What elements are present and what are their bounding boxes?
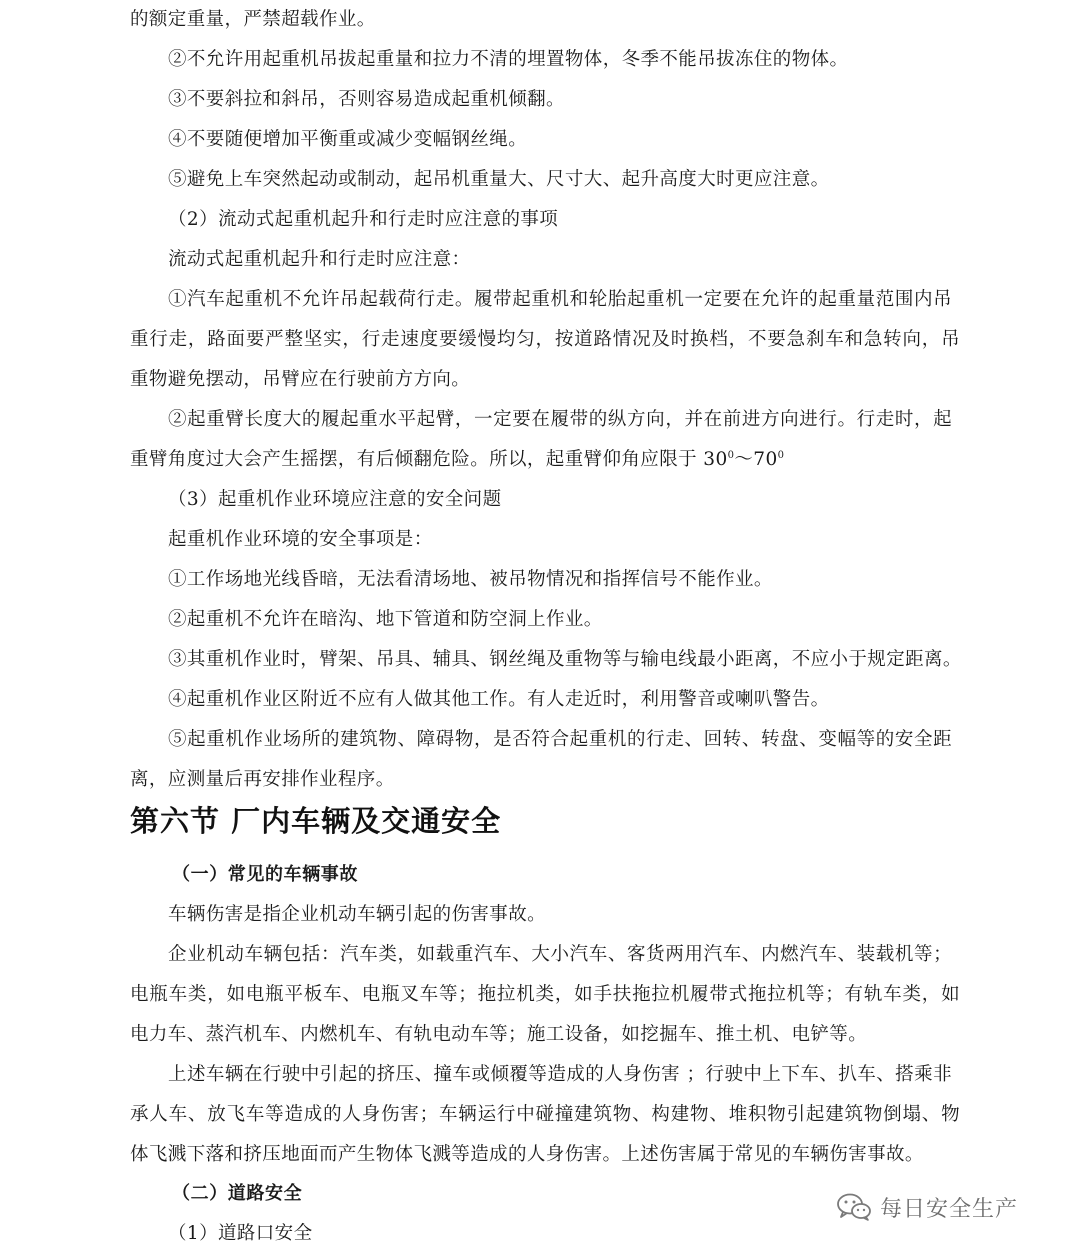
text-line: 离，应测量后再安排作业程序。 bbox=[130, 769, 395, 790]
text-line: ⑤避免上车突然起动或制动，起吊机重量大、尺寸大、起升高度大时更应注意。 bbox=[168, 169, 830, 190]
section-subheading: （一）常见的车辆事故 bbox=[172, 864, 358, 885]
text-line: 重物避免摆动，吊臂应在行驶前方方向。 bbox=[130, 369, 471, 390]
text-line: 流动式起重机起升和行走时应注意： bbox=[168, 249, 471, 270]
section-subheading: （二）道路安全 bbox=[172, 1183, 303, 1204]
angle-text: 重臂角度过大会产生摇摆，有后倾翻危险。所以，起重臂仰角应限于 30 bbox=[130, 449, 728, 470]
text-line: ③其重机作业时，臂架、吊具、辅具、钢丝绳及重物等与输电线最小距离，不应小于规定距离。 bbox=[168, 649, 962, 670]
degree-mark: 0 bbox=[727, 450, 735, 461]
text-line: 企业机动车辆包括：汽车类，如载重汽车、大小汽车、客货两用汽车、内燃汽车、装载机等； bbox=[168, 944, 952, 965]
chapter-heading: 第六节 厂内车辆及交通安全 bbox=[130, 804, 502, 838]
text-line: ②起重机不允许在暗沟、地下管道和防空洞上作业。 bbox=[168, 609, 603, 630]
text-line: 电瓶车类，如电瓶平板车、电瓶叉车等；拖拉机类，如手扶拖拉机履带式拖拉机等；有轨车类，如 bbox=[130, 984, 960, 1005]
wechat-icon bbox=[836, 1192, 872, 1222]
text-line: 起重机作业环境的安全事项是： bbox=[168, 529, 433, 550]
text-line: ④不要随便增加平衡重或减少变幅钢丝绳。 bbox=[168, 129, 528, 150]
text-line: 的额定重量，严禁超载作业。 bbox=[130, 9, 376, 30]
text-line: 承人车、放飞车等造成的人身伤害；车辆运行中碰撞建筑物、构建物、堆积物引起建筑物倒塌、物 bbox=[130, 1104, 960, 1125]
text-line: ③不要斜拉和斜吊，否则容易造成起重机倾翻。 bbox=[168, 89, 565, 110]
text-line: ②起重臂长度大的履起重水平起臂，一定要在履带的纵方向，并在前进方向进行。行走时，起 bbox=[168, 409, 952, 430]
text-line: ⑤起重机作业场所的建筑物、障碍物，是否符合起重机的行走、回转、转盘、变幅等的安全距 bbox=[168, 729, 952, 750]
range-separator: ～ bbox=[734, 449, 754, 470]
degree-mark: 0 bbox=[777, 450, 785, 461]
section-subheading: （2）流动式起重机起升和行走时应注意的事项 bbox=[168, 209, 559, 230]
text-line: ②不允许用起重机吊拔起重量和拉力不清的埋置物体，冬季不能吊拔冻住的物体。 bbox=[168, 49, 849, 70]
text-line: 电力车、蒸汽机车、内燃机车、有轨电动车等；施工设备，如挖掘车、推土机、电铲等。 bbox=[130, 1024, 868, 1045]
text-line: 体飞溅下落和挤压地面而产生物体飞溅等造成的人身伤害。上述伤害属于常见的车辆伤害事故。 bbox=[130, 1144, 924, 1165]
text-line: 车辆伤害是指企业机动车辆引起的伤害事故。 bbox=[168, 904, 547, 925]
watermark-text: 每日安全生产 bbox=[880, 1196, 1019, 1222]
text-line: ①汽车起重机不允许吊起载荷行走。履带起重机和轮胎起重机一定要在允许的起重量范围内吊 bbox=[168, 289, 952, 310]
text-line: 上述车辆在行驶中引起的挤压、撞车或倾覆等造成的人身伤害 ；行驶中上下车、扒车、搭乘非 bbox=[168, 1064, 952, 1085]
text-line: 重行走，路面要严整坚实，行走速度要缓慢均匀，按道路情况及时换档，不要急刹车和急转向，吊 bbox=[130, 329, 960, 350]
text-line-angle bbox=[130, 440, 960, 480]
section-subheading: （3）起重机作业环境应注意的安全问题 bbox=[168, 489, 502, 510]
angle-end-value: 70 bbox=[753, 449, 778, 470]
text-line: ④起重机作业区附近不应有人做其他工作。有人走近时，利用警音或喇叭警告。 bbox=[168, 689, 830, 710]
watermark bbox=[836, 1190, 1018, 1224]
text-line: （1）道路口安全 bbox=[168, 1223, 313, 1244]
text-line: ①工作场地光线昏暗，无法看清场地、被吊物情况和指挥信号不能作业。 bbox=[168, 569, 773, 590]
